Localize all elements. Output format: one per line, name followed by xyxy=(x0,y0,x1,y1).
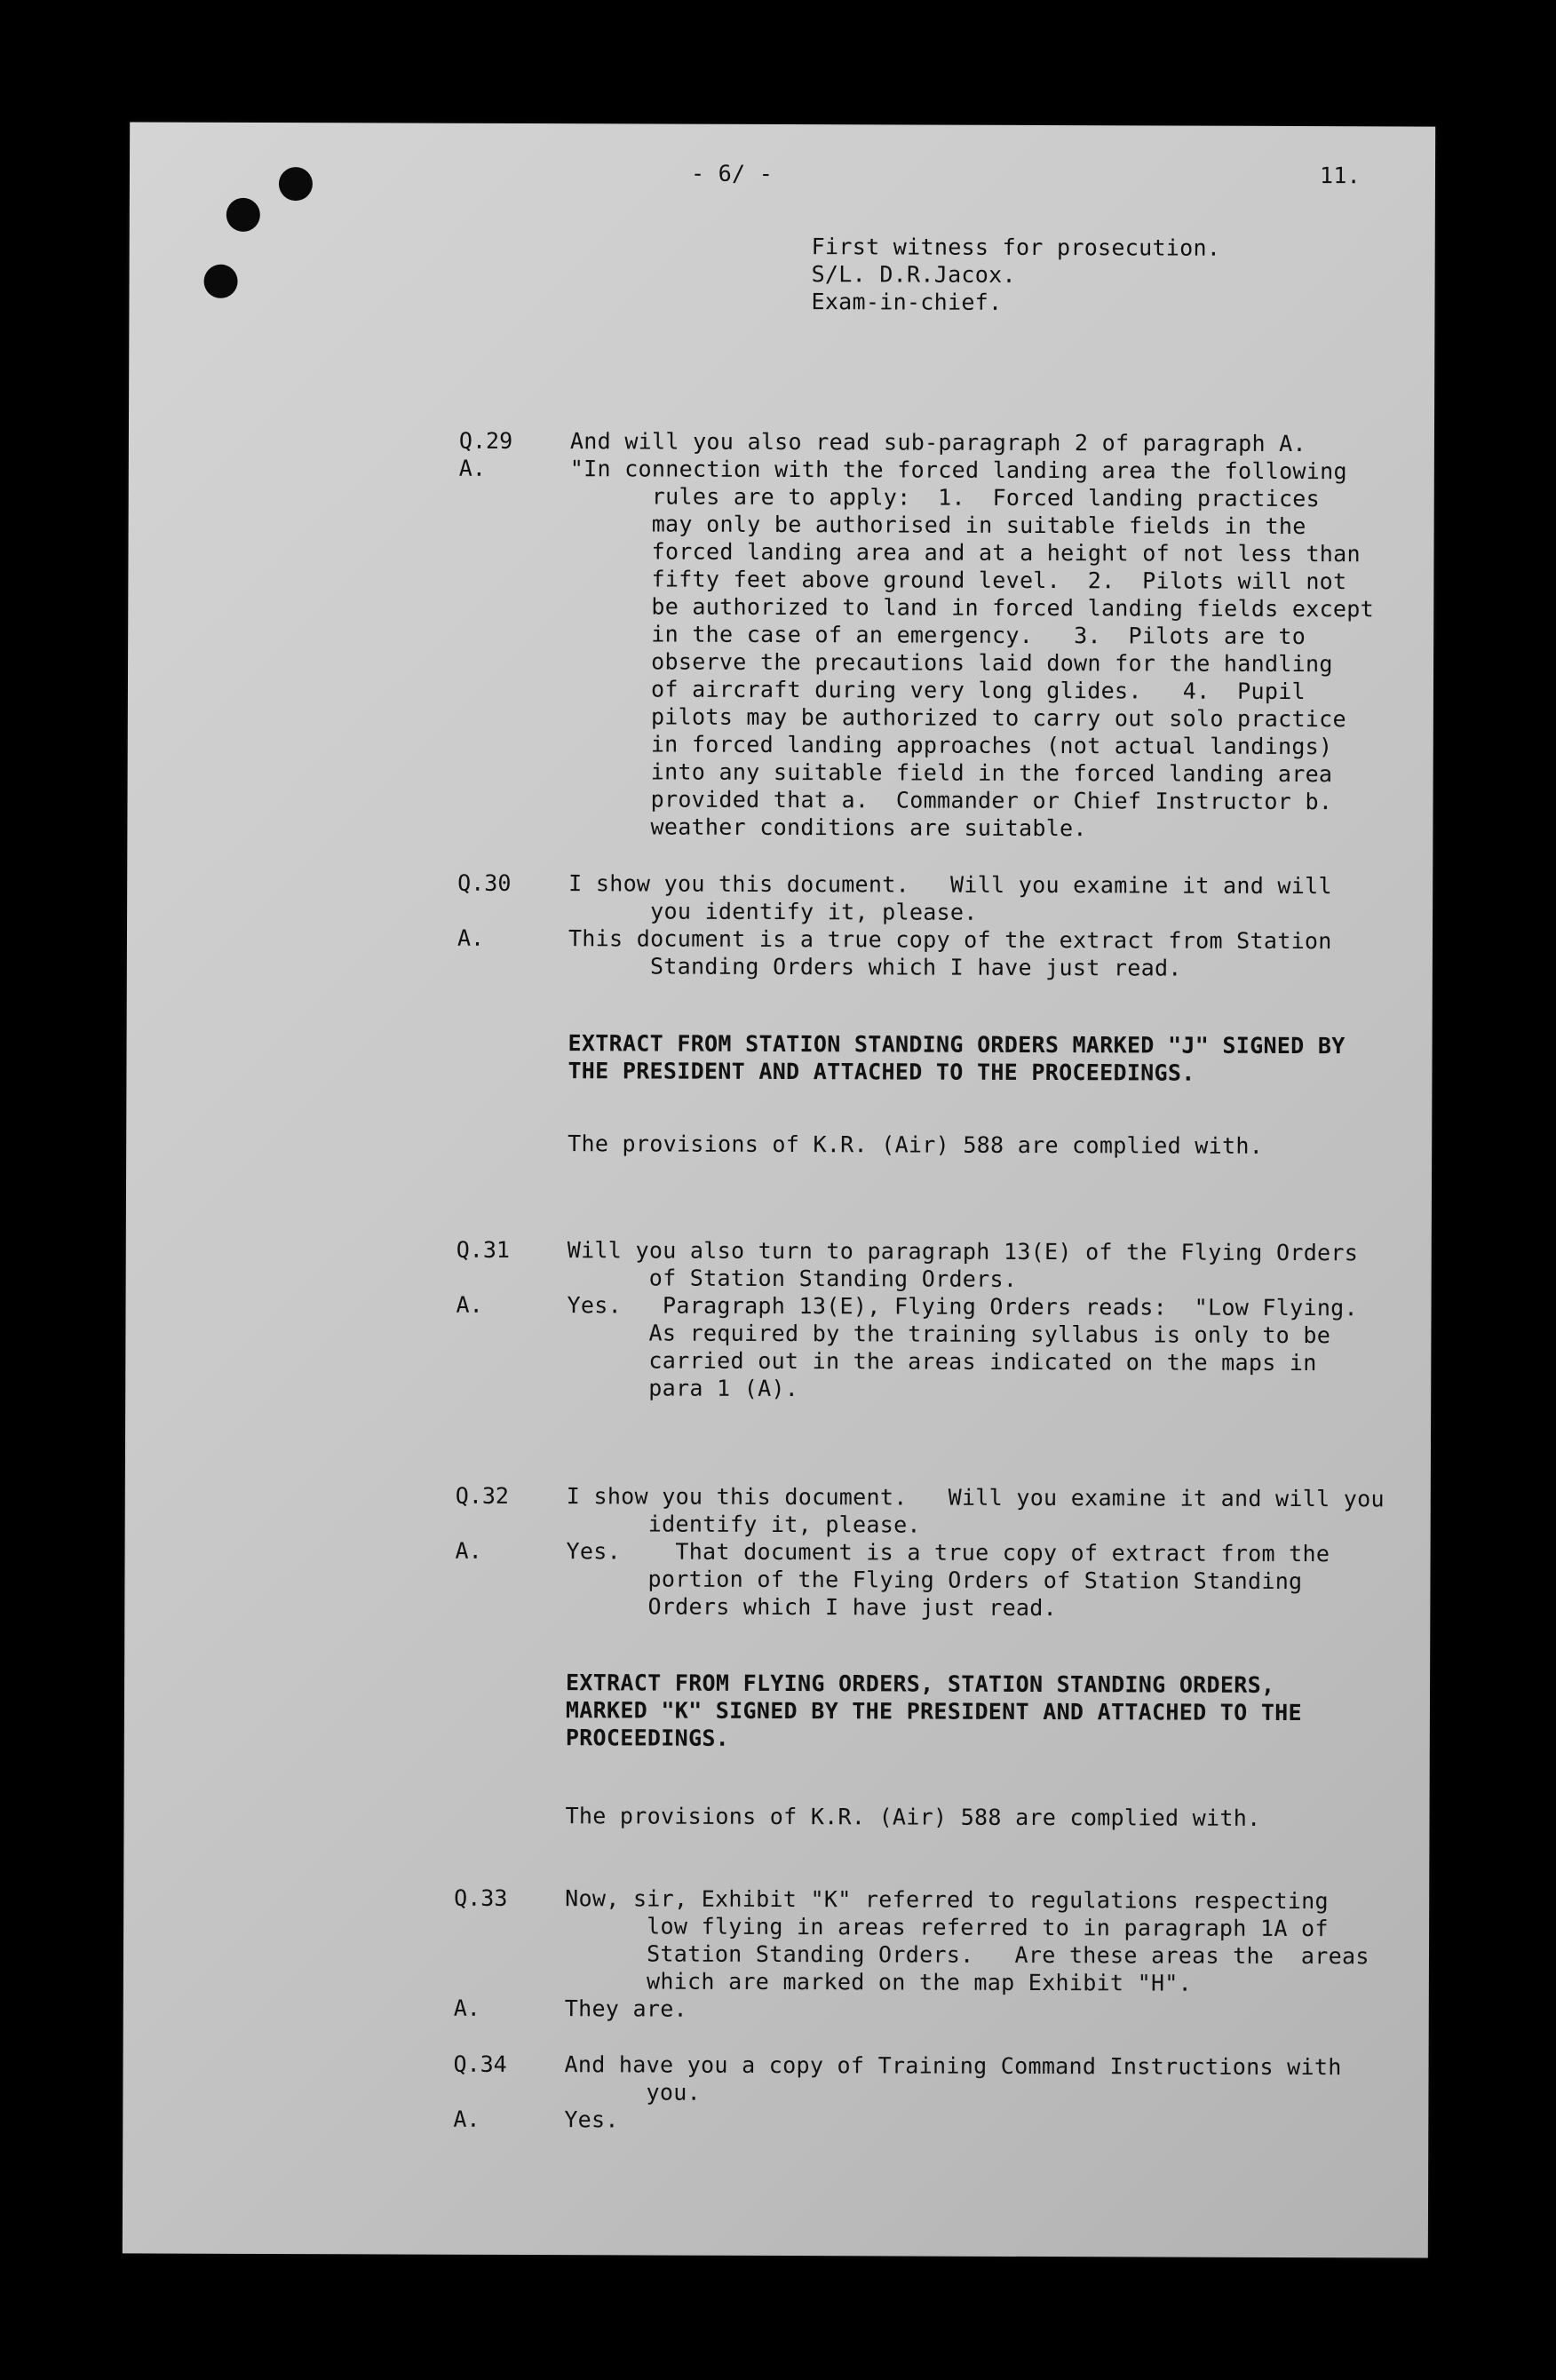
text-line: rules are to apply: 1. Forced landing practices xyxy=(569,483,1321,512)
block-label: A. xyxy=(453,2106,480,2132)
page-number: 11. xyxy=(1319,163,1362,189)
text-line: may only be authorised in suitable fields in the xyxy=(569,511,1306,540)
text-line: The provisions of K.R. (Air) 588 are complied with. xyxy=(568,1130,1264,1159)
block-label: Q.33 xyxy=(454,1884,508,1911)
block-label: A. xyxy=(456,1291,483,1318)
text-line: para 1 (A). xyxy=(567,1375,799,1402)
text-line: I show you this document. Will you examine it and will you xyxy=(566,1483,1385,1512)
punch-hole xyxy=(204,265,238,298)
text-line: provided that a. Commander or Chief Instructor b. xyxy=(568,786,1333,815)
text-line: This document is a true copy of the extract from Station xyxy=(568,925,1332,955)
block-label: A. xyxy=(455,1537,482,1564)
block-label: A. xyxy=(456,924,485,951)
text-line: And will you also read sub-paragraph 2 of paragraph A. xyxy=(569,428,1306,457)
text-line: of Station Standing Orders. xyxy=(567,1265,1018,1292)
text-line: of aircraft during very long glides. 4. Pupil xyxy=(568,676,1306,705)
text-line: As required by the training syllabus is only to be xyxy=(567,1320,1331,1349)
text-line: pilots may be authorized to carry out solo practice xyxy=(568,703,1346,733)
text-line: you. xyxy=(564,2079,702,2106)
text-line: in forced landing approaches (not actual landings) xyxy=(568,731,1333,760)
text-line: I show you this document. Will you examine it and will xyxy=(568,870,1332,900)
witness-line: Exam-in-chief. xyxy=(811,289,1003,315)
witness-line: S/L. D.R.Jacox. xyxy=(811,261,1016,288)
text-line: into any suitable field in the forced landing area xyxy=(568,758,1333,788)
block-label: Q.34 xyxy=(453,2051,507,2077)
punch-hole xyxy=(226,198,260,232)
text-line: forced landing area and at a height of not less than xyxy=(569,538,1361,567)
block-label: Q.32 xyxy=(455,1482,510,1509)
text-line: MARKED "K" SIGNED BY THE PRESIDENT AND ATTACHED TO THE xyxy=(565,1697,1302,1726)
text-line: Yes. Paragraph 13(E), Flying Orders reads: "Low Flying. xyxy=(567,1292,1358,1321)
text-line: Now, sir, Exhibit "K" referred to regulations respecting xyxy=(565,1885,1329,1915)
block-label: A. xyxy=(453,1995,480,2021)
text-line: EXTRACT FROM FLYING ORDERS, STATION STANDING ORDERS, xyxy=(566,1670,1275,1698)
text-line: Yes. xyxy=(564,2106,619,2133)
text-line: Standing Orders which I have just read. xyxy=(568,953,1182,981)
text-line: fifty feet above ground level. 2. Pilots will not xyxy=(569,566,1347,595)
text-line: THE PRESIDENT AND ATTACHED TO THE PROCEEDINGS. xyxy=(568,1058,1195,1086)
text-line: in the case of an emergency. 3. Pilots are to xyxy=(569,621,1306,650)
text-line: Will you also turn to paragraph 13(E) of the Flying Orders xyxy=(567,1237,1359,1266)
text-line: EXTRACT FROM STATION STANDING ORDERS MARKED "J" SIGNED BY xyxy=(568,1030,1346,1059)
text-line: PROCEEDINGS. xyxy=(565,1725,730,1751)
text-line: weather conditions are suitable. xyxy=(568,813,1087,842)
text-line: low flying in areas referred to in paragraph 1A of xyxy=(565,1913,1329,1942)
block-label: Q.30 xyxy=(457,869,512,896)
text-line: portion of the Flying Orders of Station Standing xyxy=(566,1566,1303,1595)
text-line: observe the precautions laid down for the handling xyxy=(569,648,1333,678)
text-line: Yes. That document is a true copy of extract from the xyxy=(566,1538,1330,1567)
text-line: "In connection with the forced landing area the following xyxy=(569,456,1347,485)
document-page xyxy=(123,122,1435,2257)
witness-line: First witness for prosecution. xyxy=(811,234,1221,261)
punch-hole xyxy=(279,167,313,201)
text-line: carried out in the areas indicated on the maps in xyxy=(567,1347,1317,1376)
text-line: They are. xyxy=(564,1995,688,2022)
text-line: identify it, please. xyxy=(566,1511,921,1538)
block-label: Q.31 xyxy=(456,1236,511,1263)
text-line: Orders which I have just read. xyxy=(566,1593,1058,1622)
text-line: And have you a copy of Training Command Instructions with xyxy=(564,2051,1342,2081)
block-label: Q.29 xyxy=(458,427,513,454)
text-line: you identify it, please. xyxy=(568,898,978,925)
text-line: The provisions of K.R. (Air) 588 are complied with. xyxy=(565,1803,1261,1831)
page-folio: - 6/ - xyxy=(690,160,774,186)
text-line: which are marked on the map Exhibit "H". xyxy=(564,1968,1193,1996)
text-line: be authorized to land in forced landing fields except xyxy=(569,593,1375,623)
block-label: A. xyxy=(458,455,486,481)
text-line: Station Standing Orders. Are these areas the areas xyxy=(564,1940,1369,1970)
